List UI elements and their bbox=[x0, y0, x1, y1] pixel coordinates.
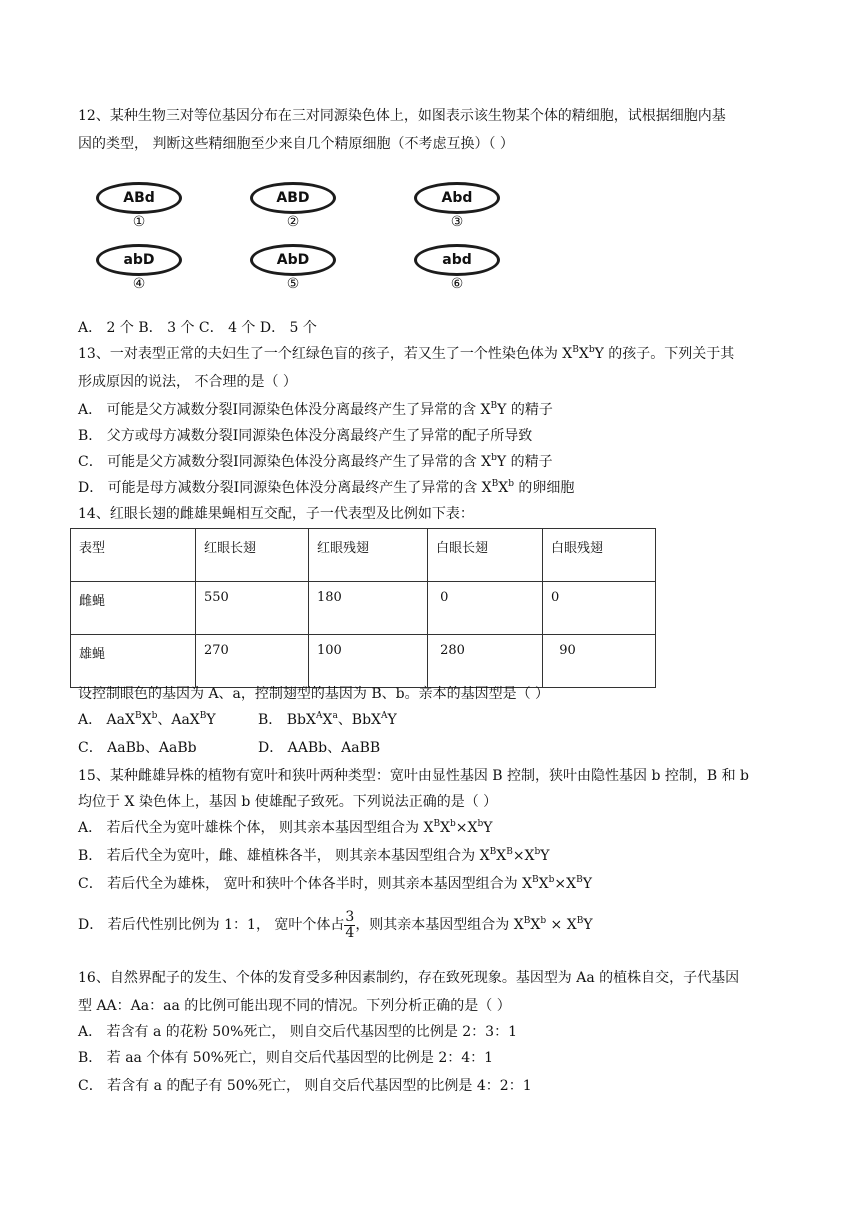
table-header-cell: 表型 bbox=[71, 529, 196, 582]
option-text: B． 若后代全为宽叶，雌、雄植株各半， 则其亲本基因型组合为 bbox=[78, 848, 476, 864]
sperm-cell-3 bbox=[408, 178, 548, 240]
option-text: C． 若后代全为雄株， 宽叶和狭叶个体各半时，则其亲本基因型组合为 bbox=[78, 876, 518, 892]
table-cell: 100 bbox=[309, 635, 428, 688]
q14-option-a: A． $AaX^BX^b$、AaX$^B$Y bbox=[78, 711, 216, 728]
q13-option-d: D． 可能是母方减数分裂Ⅰ同源染色体没分离最终产生了异常的含 $X^BX^b$ 的卵细胞 bbox=[78, 479, 575, 496]
offspring-table bbox=[70, 528, 656, 688]
q12-stem-line2: 因的类型， 判断这些精细胞至少来自几个精原细胞（不考虑互换）（ ） bbox=[78, 136, 514, 152]
sperm-cell-4 bbox=[90, 240, 230, 302]
table-header-cell: 红眼长翅 bbox=[196, 529, 309, 582]
q16-option-b: B． 若 aa 个体有 50%死亡，则自交后代基因型的比例是 2：4：1 bbox=[78, 1050, 494, 1066]
sperm-cell-2 bbox=[244, 178, 384, 240]
option-text: D． 若后代性别比例为 1：1， 宽叶个体占 bbox=[78, 917, 345, 933]
table-cell: 雌蝇 bbox=[71, 582, 196, 635]
table-header-row bbox=[71, 529, 656, 582]
cell-number: ⑤ bbox=[286, 276, 300, 292]
table-cell: 180 bbox=[309, 582, 428, 635]
fraction-numerator: 3 bbox=[345, 908, 355, 925]
option-text: ，则其亲本基因型组合为 bbox=[355, 917, 510, 933]
q16-option-c: C． 若含有 a 的配子有 50%死亡， 则自交后代基因型的比例是 4：2：1 bbox=[78, 1078, 532, 1094]
cell-ellipse: AbD bbox=[250, 244, 336, 276]
q12-options: A． 2 个 B． 3 个 C． 4 个 D． 5 个 bbox=[78, 320, 317, 336]
q16-stem-line2: 型 AA：Aa：aa 的比例可能出现不同的情况。下列分析正确的是（ ） bbox=[78, 998, 511, 1014]
fraction bbox=[344, 910, 355, 941]
q13-option-b: B． 父方或母方减数分裂Ⅰ同源染色体没分离最终产生了异常的配子所导致 bbox=[78, 428, 533, 444]
cell-ellipse: Abd bbox=[414, 182, 500, 214]
sperm-cell-5 bbox=[244, 240, 384, 302]
q14-stem-line2: 设控制眼色的基因为 A、a，控制翅型的基因为 B、b。亲本的基因型是（ ） bbox=[78, 686, 550, 702]
table-row bbox=[71, 635, 656, 688]
table-header-cell: 白眼长翅 bbox=[428, 529, 543, 582]
q15-stem-line1: 15、某种雌雄异株的植物有宽叶和狭叶两种类型：宽叶由显性基因 B 控制，狭叶由隐性基因 b 控制，B 和 b bbox=[78, 768, 750, 784]
sperm-cell-figure bbox=[90, 178, 530, 300]
sperm-cell-6 bbox=[408, 240, 548, 302]
cell-ellipse: abD bbox=[96, 244, 182, 276]
table-cell: 雄蝇 bbox=[71, 635, 196, 688]
cell-number: ① bbox=[132, 214, 146, 230]
q14-stem-line1: 14、红眼长翅的雌雄果蝇相互交配，子一代表型及比例如下表： bbox=[78, 506, 474, 522]
table-cell: 270 bbox=[196, 635, 309, 688]
q15-stem-line2: 均位于 X 染色体上，基因 b 使雄配子致死。下列说法正确的是（ ） bbox=[78, 794, 498, 810]
sperm-cell-1 bbox=[90, 178, 230, 240]
q13-option-a: A． 可能是父方减数分裂Ⅰ同源染色体没分离最终产生了异常的含 $X^BY$ 的精子 bbox=[78, 401, 553, 418]
cell-number: ③ bbox=[450, 214, 464, 230]
q15-option-d: D． 若后代性别比例为 1：1， 宽叶个体占 $\frac{3}{4}$ ，则其亲本基因型组合为 $X^BX^b \times X^BY$ bbox=[78, 908, 593, 941]
q13-stem-line2: 形成原因的说法， 不合理的是（ ） bbox=[78, 374, 297, 390]
q16-option-a: A． 若含有 a 的花粉 50%死亡， 则自交后代基因型的比例是 2：3：1 bbox=[78, 1024, 517, 1040]
cell-ellipse: abd bbox=[414, 244, 500, 276]
table-cell: 550 bbox=[196, 582, 309, 635]
cell-number: ⑥ bbox=[450, 276, 464, 292]
q14-option-d: D． AABb、AaBB bbox=[258, 740, 381, 756]
q14-option-b: B． $BbX^AX^a$、BbX$^A$Y bbox=[258, 711, 397, 728]
table-cell: 280 bbox=[428, 635, 543, 688]
table-row bbox=[71, 582, 656, 635]
q13-stem-line1: 13、一对表型正常的夫妇生了一个红绿色盲的孩子，若又生了一个性染色体为 $X^BX^bY$ 的孩子。下列关于其 bbox=[78, 345, 735, 362]
q13-option-c: C． 可能是父方减数分裂Ⅰ同源染色体没分离最终产生了异常的含 $X^bY$ 的精子 bbox=[78, 453, 553, 470]
q14-option-c: C． AaBb、AaBb bbox=[78, 740, 197, 756]
q16-stem-line1: 16、自然界配子的发生、个体的发育受多种因素制约，存在致死现象。基因型为 Aa 的植株自交，子代基因 bbox=[78, 970, 740, 986]
table-cell: 90 bbox=[543, 635, 656, 688]
fraction-denominator: 4 bbox=[345, 924, 355, 941]
cell-number: ④ bbox=[132, 276, 146, 292]
q15-option-c: C． 若后代全为雄株， 宽叶和狭叶个体各半时，则其亲本基因型组合为 $X^BX^b\times X^BY$ bbox=[78, 875, 592, 892]
cell-number: ② bbox=[286, 214, 300, 230]
table-cell: 0 bbox=[543, 582, 656, 635]
table-cell: 0 bbox=[428, 582, 543, 635]
option-text: A． 若后代全为宽叶雄株个体， 则其亲本基因型组合为 bbox=[78, 820, 420, 836]
table-header-cell: 红眼残翅 bbox=[309, 529, 428, 582]
table-header-cell: 白眼残翅 bbox=[543, 529, 656, 582]
cell-ellipse: ABD bbox=[250, 182, 336, 214]
q15-option-b: B． 若后代全为宽叶，雌、雄植株各半， 则其亲本基因型组合为 $X^BX^B\times X^bY$ bbox=[78, 847, 550, 864]
q12-stem-line1: 12、某种生物三对等位基因分布在三对同源染色体上，如图表示该生物某个体的精细胞，试根据细胞内基 bbox=[78, 108, 726, 124]
cell-ellipse: ABd bbox=[96, 182, 182, 214]
q15-option-a: A． 若后代全为宽叶雄株个体， 则其亲本基因型组合为 $X^BX^b\times X^bY$ bbox=[78, 819, 493, 836]
